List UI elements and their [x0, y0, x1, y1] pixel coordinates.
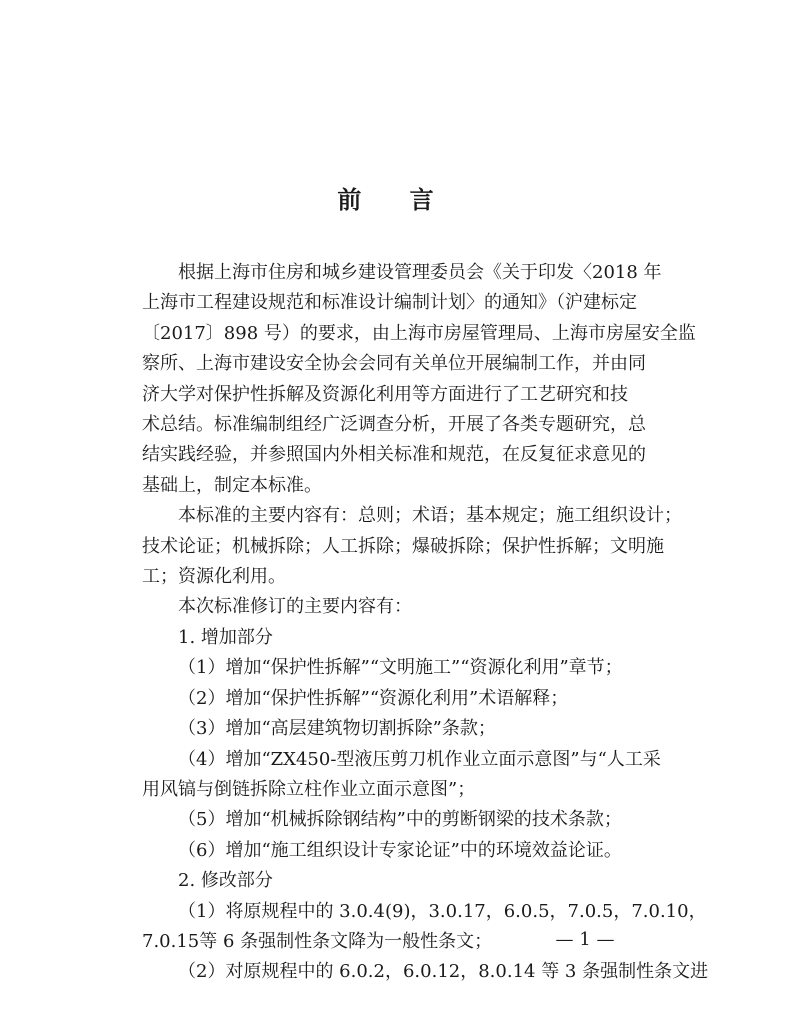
- list-item-continuation: 用风镐与倒链拆除立柱作业立面示意图”；: [142, 778, 476, 800]
- text-line: 上海市工程建设规范和标准设计编制计划〉的通知》（沪建标定: [142, 292, 637, 314]
- list-item: （3）增加“高层建筑物切割拆除”条款；: [178, 718, 496, 740]
- list-item-continuation: 7.0.15等 6 条强制性条文降为一般性条文；: [142, 930, 493, 952]
- text-line: 本标准的主要内容有：总则；术语；基本规定；施工组织设计；: [178, 505, 682, 527]
- section-heading-additions: 1. 增加部分: [178, 626, 273, 648]
- list-item: （4）增加“ZX450-型液压剪刀机作业立面示意图”与“人工采: [178, 748, 661, 770]
- list-item: （2）对原规程中的 6.0.2，6.0.12，8.0.14 等 3 条强制性条文进: [178, 961, 709, 983]
- preface-body: [142, 258, 709, 988]
- section-heading-modifications: 2. 修改部分: [178, 870, 273, 892]
- text-line: 基础上，制定本标准。: [142, 474, 322, 496]
- list-item: （2）增加“保护性拆解”“资源化利用”术语解释；: [178, 687, 569, 709]
- text-line: 察所、上海市建设安全协会会同有关单位开展编制工作，并由同: [142, 353, 646, 375]
- list-item: （5）增加“机械拆除钢结构”中的剪断钢梁的技术条款；: [178, 809, 622, 831]
- text-line: 技术论证；机械拆除；人工拆除；爆破拆除；保护性拆解；文明施: [142, 535, 664, 557]
- list-item: （1）将原规程中的 3.0.4(9)，3.0.17，6.0.5，7.0.5，7.0.10，: [178, 900, 707, 922]
- text-line: 根据上海市住房和城乡建设管理委员会《关于印发〈2018 年: [178, 262, 662, 283]
- list-item: （6）增加“施工组织设计专家论证”中的环境效益论证。: [178, 839, 622, 861]
- revision-intro: 本次标准修订的主要内容有：: [178, 596, 412, 618]
- page-number: — 1 —: [555, 929, 615, 950]
- text-line: 〔2017〕898 号）的要求，由上海市房屋管理局、上海市房屋安全监: [142, 322, 696, 344]
- paragraph-background: [142, 258, 696, 501]
- page-title: 前 言: [337, 186, 454, 214]
- text-line: 济大学对保护性拆解及资源化利用等方面进行了工艺研究和技: [142, 383, 628, 405]
- list-item: （1）增加“保护性拆解”“文明施工”“资源化利用”章节；: [178, 657, 623, 679]
- text-line: 术总结。标准编制组经广泛调查分析，开展了各类专题研究，总: [142, 414, 646, 436]
- text-line: 结实践经验，并参照国内外相关标准和规范，在反复征求意见的: [142, 444, 646, 466]
- paragraph-main-contents: [142, 501, 682, 592]
- text-line: 工；资源化利用。: [142, 566, 286, 588]
